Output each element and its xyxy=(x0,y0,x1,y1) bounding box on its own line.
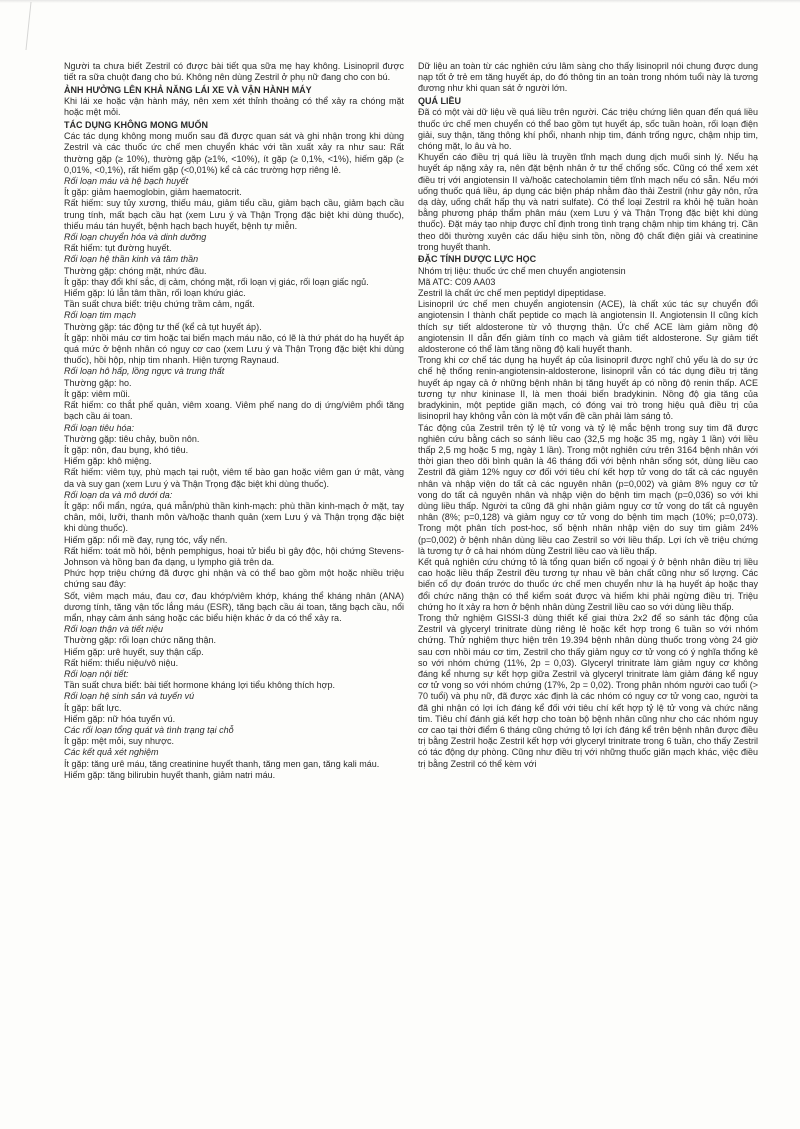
paragraph: Lisinopril ức chế men chuyển angiotensin (ACE), là chất xúc tác sự chuyển đổi angiotensin I thành chất peptide co mạch là angiotensin II. Angiotensin II cũng kích thích sự tiết aldosterone từ vỏ thượng thận. Ức chế ACE làm giảm nồng độ angiotensin II dẫn đến giảm tính co mạch và giảm tiết aldosterone. Sự giảm tiết aldosterone có thể làm tăng nồng độ kali huyết thanh. xyxy=(418,299,758,355)
paragraph: Rất hiếm: tụt đường huyết. xyxy=(64,243,172,254)
paragraph: Khi lái xe hoặc vận hành máy, nên xem xét thỉnh thoảng có thể xảy ra chóng mặt hoặc mệt mỏi. xyxy=(64,96,404,118)
paragraph: Ít gặp: thay đổi khí sắc, dị cảm, chóng mặt, rối loạn vị giác, rối loạn giấc ngủ. xyxy=(64,276,369,287)
paragraph: Khuyến cáo điều trị quá liều là truyền tĩnh mạch dung dịch muối sinh lý. Nếu hạ huyết áp nặng xảy ra, nên đặt bệnh nhân ở tư thế chống sốc. Cũng có thể xem xét điều trị với angiotensin II và/hoặc catecholamin tiêm tĩnh mạch nếu có sẵn. Nếu mới uống thuốc quá liều, áp dụng các biện pháp nhằm đào thải Zestril (như gây nôn, rửa dạ dày, uống chất hấp thụ và natri sulfate). Có thể loại Zestril ra khỏi hệ tuần hoàn bằng phương pháp thẩm phân máu (xem Lưu ý và Thận Trọng đặc biệt khi dùng thuốc). Đặt máy tạo nhịp được chỉ định trong tình trạng chậm nhịp tim kháng trị. Cần theo dõi thường xuyên các dấu hiệu sinh tồn, nồng độ chất điện giải và creatinine trong huyết thanh. xyxy=(418,152,758,252)
paragraph: Thường gặp: tác động tư thế (kể cả tụt huyết áp). xyxy=(64,321,262,332)
subsection-heading: Rối loạn tim mạch xyxy=(64,310,137,321)
paragraph: Tần suất chưa biết: bài tiết hormone kháng lợi tiểu không thích hợp. xyxy=(64,680,335,691)
right-column xyxy=(418,61,758,781)
paragraph: Nhóm trị liệu: thuốc ức chế men chuyển angiotensin xyxy=(418,265,626,276)
paragraph: Ít gặp: nôn, đau bụng, khó tiêu. xyxy=(64,444,189,455)
paragraph: Ít gặp: nhồi máu cơ tim hoặc tai biến mạch máu não, có lẽ là thứ phát do hạ huyết áp quá mức ở bệnh nhân có nguy cơ cao (xem Lưu ý và Thận Trọng đặc biệt khi dùng thuốc), hồi hộp, nhịp tim nhanh. Hiện tượng Raynaud. xyxy=(64,332,404,366)
paragraph: Trong thử nghiệm GISSI-3 dùng thiết kế giai thừa 2x2 để so sánh tác động của Zestril và glyceryl trinitrate dùng riêng lẻ hoặc kết hợp trong 6 tuần so với nhóm chứng. Thử nghiệm thực hiện trên 19.394 bệnh nhân dùng thuốc trong vòng 24 giờ sau cơn nhồi máu cơ tim, Zestril cho thấy giảm nguy cơ tử vong có ý nghĩa thống kê so với nhóm chứng (11%, 2p = 0,03). Glyceryl trinitrate làm giảm nguy cơ không đáng kể nhưng sự kết hợp giữa Zestril và glyceryl trinitrate làm giảm đáng kể nguy cơ tử vong so với nhóm chứng (17%, 2p = 0,02). Trong phân nhóm người cao tuổi (> 70 tuổi) và phụ nữ, đã được xác định là các nhóm có nguy cơ tử vong cao, người ta đã ghi nhận có lợi ích đáng kể đối với tiêu chí kết hợp tỷ lệ tử vong và chức năng tim. Tiêu chí đánh giá kết hợp cho toàn bộ bệnh nhân cũng như cho các nhóm nguy cơ cao tại thời điểm 6 tháng cũng chứng tỏ lợi ích đáng kể trên bệnh nhân được điều trị bằng Zestril hoặc Zestril kết hợp với glyceryl trinitrate trong 6 tuần, cho thấy Zestril có tác động dự phòng. Cũng như điều trị với những thuốc giãn mạch khác, việc điều trị bằng Zestril có thể kèm với xyxy=(418,612,758,769)
subsection-heading: Rối loạn máu và hệ bạch huyết xyxy=(64,176,189,187)
subsection-heading: Rối loạn hệ sinh sản và tuyến vú xyxy=(64,691,195,702)
subsection-heading: Rối loạn tiêu hóa: xyxy=(64,422,135,433)
paragraph: Hiếm gặp: tăng bilirubin huyết thanh, giảm natri máu. xyxy=(64,769,276,780)
paragraph: Người ta chưa biết Zestril có được bài tiết qua sữa mẹ hay không. Lisinopril được tiết ra sữa chuột đang cho bú. Không nên dùng Zestril ở phụ nữ đang cho con bú. xyxy=(64,61,404,83)
paragraph: Hiếm gặp: nữ hóa tuyến vú. xyxy=(64,713,176,724)
paragraph: Tần suất chưa biết: triệu chứng trầm cảm, ngất. xyxy=(64,299,255,310)
section-heading: ĐẶC TÍNH DƯỢC LỰC HỌC xyxy=(418,254,537,265)
subsection-heading: Rối loạn nội tiết: xyxy=(64,668,129,679)
paragraph: Dữ liệu an toàn từ các nghiên cứu lâm sàng cho thấy lisinopril nói chung được dung nạp tốt ở trẻ em tăng huyết áp, do đó thông tin an toàn trong nhóm tuổi này là tương đương như khi quan sát ở người lớn. xyxy=(418,61,758,94)
paragraph: Sốt, viêm mạch máu, đau cơ, đau khớp/viêm khớp, kháng thể kháng nhân (ANA) dương tính, tăng vận tốc lắng máu (ESR), tăng bạch cầu ái toan, tăng bạch cầu, nổi mẩn, nhạy cảm ánh sáng hoặc các biểu hiện khác ở da có thể xảy ra. xyxy=(64,590,404,623)
paragraph: Hiếm gặp: urê huyết, suy thận cấp. xyxy=(64,646,204,657)
paragraph: Ít gặp: nổi mẩn, ngứa, quá mẫn/phù thần kinh-mạch: phù thần kinh-mạch ở mặt, tay chân, môi, lưỡi, thanh môn và/hoặc thanh quản (xem Lưu ý và Thận trọng đặc biệt khi dùng thuốc). xyxy=(64,500,404,534)
paragraph: Thường gặp: chóng mặt, nhức đầu. xyxy=(64,265,207,276)
subsection-heading: Rối loạn chuyển hóa và dinh dưỡng xyxy=(64,232,207,243)
paragraph: Kết quả nghiên cứu chứng tỏ là tổng quan biến cố ngoại ý ở bệnh nhân điều trị liều cao hoặc liều thấp Zestril đều tương tự nhau về bản chất cũng như số lượng. Các biến cố dự đoán trước do thuốc ức chế men chuyển như là hạ huyết áp hoặc thay đổi chức năng thận có thể kiểm soát được và hiếm khi phải ngừng điều trị. Triệu chứng ho ít xảy ra hơn ở bệnh nhân dùng Zestril liều cao so với dùng liều thấp. xyxy=(418,556,758,612)
scan-fold-mark xyxy=(3,2,31,50)
paragraph: Thường gặp: ho. xyxy=(64,377,132,388)
paragraph: Rất hiếm: suy tủy xương, thiếu máu, giảm tiểu cầu, giảm bạch cầu, giảm bạch cầu trung tính, mất bạch cầu hạt (xem Lưu ý và Thận Trọng đặc biệt khi dùng thuốc), thiếu máu tán huyết, bệnh hạch bạch huyết, bệnh tự miễn. xyxy=(64,198,404,231)
section-heading: TÁC DỤNG KHÔNG MONG MUỐN xyxy=(64,120,208,131)
paragraph: Thường gặp: rối loạn chức năng thận. xyxy=(64,635,217,646)
paragraph: Hiếm gặp: nổi mề đay, rụng tóc, vẩy nến. xyxy=(64,534,228,545)
scan-edge xyxy=(0,0,800,3)
paragraph: Hiếm gặp: lú lẫn tâm thần, rối loạn khứu giác. xyxy=(64,288,246,299)
paragraph: Các tác dụng không mong muốn sau đã được quan sát và ghi nhận trong khi dùng Zestril và các thuốc ức chế men chuyển khác với tần xuất xảy ra như sau: Rất thường gặp (≥ 10%), thường gặp (≥1%, <10%), ít gặp (≥ 0,1%, <1%), hiếm gặp (≥ 0,01%, <0,1%), rất hiếm gặp (<0,01%) kể cả các trường hợp riêng lẻ. xyxy=(64,131,404,175)
paragraph: Rất hiếm: viêm tụy, phù mạch tại ruột, viêm tế bào gan hoặc viêm gan ứ mật, vàng da và suy gan (xem Lưu ý và Thận Trọng đặc biệt khi dùng thuốc). xyxy=(64,467,404,489)
paragraph: Ít gặp: tăng urê máu, tăng creatinine huyết thanh, tăng men gan, tăng kali máu. xyxy=(64,758,380,769)
paragraph: Đã có một vài dữ liệu về quá liều trên người. Các triệu chứng liên quan đến quá liều thuốc ức chế men chuyển có thể bao gồm tụt huyết áp, sốc tuần hoàn, rối loạn điện giải, suy thận, tăng thông khí phổi, nhanh nhịp tim, đánh trống ngực, chậm nhịp tim, chóng mặt, lo âu và ho. xyxy=(418,107,758,151)
subsection-heading: Rối loạn hệ thần kinh và tâm thần xyxy=(64,254,199,265)
subsection-heading: Rối loạn hô hấp, lồng ngực và trung thất xyxy=(64,366,225,377)
paragraph: Ít gặp: viêm mũi. xyxy=(64,388,131,399)
left-column xyxy=(64,61,404,781)
subsection-heading: Rối loạn da và mô dưới da: xyxy=(64,489,173,500)
subsection-heading: Các rối loạn tổng quát và tình trạng tại chỗ xyxy=(64,724,234,735)
paragraph: Tác động của Zestril trên tỷ lệ tử vong và tỷ lệ mắc bệnh trong suy tim đã được nghiên cứu bằng cách so sánh liều cao (32,5 mg hoặc 35 mg, ngày 1 lần) với liều thấp 2,5 mg hoặc 5 mg, ngày 1 lần). Trong một nghiên cứu trên 3164 bệnh nhân với thời gian theo dõi bình quân là 46 tháng đối với bệnh nhân sống sót, dùng liều cao Zestril đã giảm 12% nguy cơ đối với tiêu chí kết hợp tử vong do tất cả các nguyên nhân và nhập viện do tất cả các nguyên nhân (p=0,002) và giảm 8% nguy cơ tử vong do tất cả nguyên nhân và nhập viện do bệnh tim mạch (p=0,036) so với khi dùng liều thấp. Người ta cũng đã ghi nhận giảm nguy cơ tử vong do tất cả nguyên nhân (8%; p=0,128) và giảm nguy cơ tử vong do bệnh tim mạch (10%; p=0,073). Trong một phân tích post-hoc, số bệnh nhân nhập viện do suy tim giảm 24% (p=0,002) ở bệnh nhân dùng liều cao Zestril so với liều thấp. Lợi ích về triệu chứng là tương tự ở cả hai nhóm dùng Zestril liều cao và liều thấp. xyxy=(418,422,758,556)
paragraph: Mã ATC: C09 AA03 xyxy=(418,276,496,287)
subsection-heading: Các kết quả xét nghiệm xyxy=(64,747,159,758)
paragraph: Zestril là chất ức chế men peptidyl dipeptidase. xyxy=(418,288,607,299)
paragraph: Ít gặp: giảm haemoglobin, giảm haematocrit. xyxy=(64,187,242,198)
section-heading: ẢNH HƯỞNG LÊN KHẢ NĂNG LÁI XE VÀ VẬN HÀNH MÁY xyxy=(64,84,312,95)
subsection-heading: Rối loạn thận và tiết niệu xyxy=(64,624,164,635)
paragraph: Trong khi cơ chế tác dụng hạ huyết áp của lisinopril được nghĩ chủ yếu là do sự ức chế hệ thống renin-angiotensin-aldosterone, lisinopril vẫn có tác dụng điều trị tăng huyết áp ngay cả ở những bệnh nhân bị tăng huyết áp có nồng độ renin thấp. ACE tương tự như kininase II, là men thoái biến bradykinin. Nồng độ gia tăng của bradykinin, một peptide giãn mạch, có đóng vai trò trong hiệu quả điều trị của lisinopril hay không vẫn còn là một vấn đề cần phải làm sáng tỏ. xyxy=(418,355,758,422)
paragraph: Thường gặp: tiêu chảy, buồn nôn. xyxy=(64,433,200,444)
text-columns xyxy=(64,61,758,781)
paragraph: Hiếm gặp: khô miệng. xyxy=(64,456,152,467)
paragraph: Rất hiếm: co thắt phế quản, viêm xoang. Viêm phế nang do dị ứng/viêm phổi tăng bạch cầu ái toan. xyxy=(64,400,404,422)
paragraph: Ít gặp: mệt mỏi, suy nhược. xyxy=(64,736,174,747)
paragraph: Phức hợp triệu chứng đã được ghi nhận và có thể bao gồm một hoặc nhiều triệu chứng sau đây: xyxy=(64,568,404,590)
section-heading: QUÁ LIỀU xyxy=(418,96,462,107)
paragraph: Ít gặp: bất lực. xyxy=(64,702,122,713)
paragraph: Rất hiếm: thiểu niệu/vô niệu. xyxy=(64,657,179,668)
paragraph: Rất hiếm: toát mồ hôi, bệnh pemphigus, hoại tử biểu bì gây độc, hội chứng Stevens-Johnson và hồng ban đa dạng, u lympho giả trên da. xyxy=(64,545,404,567)
